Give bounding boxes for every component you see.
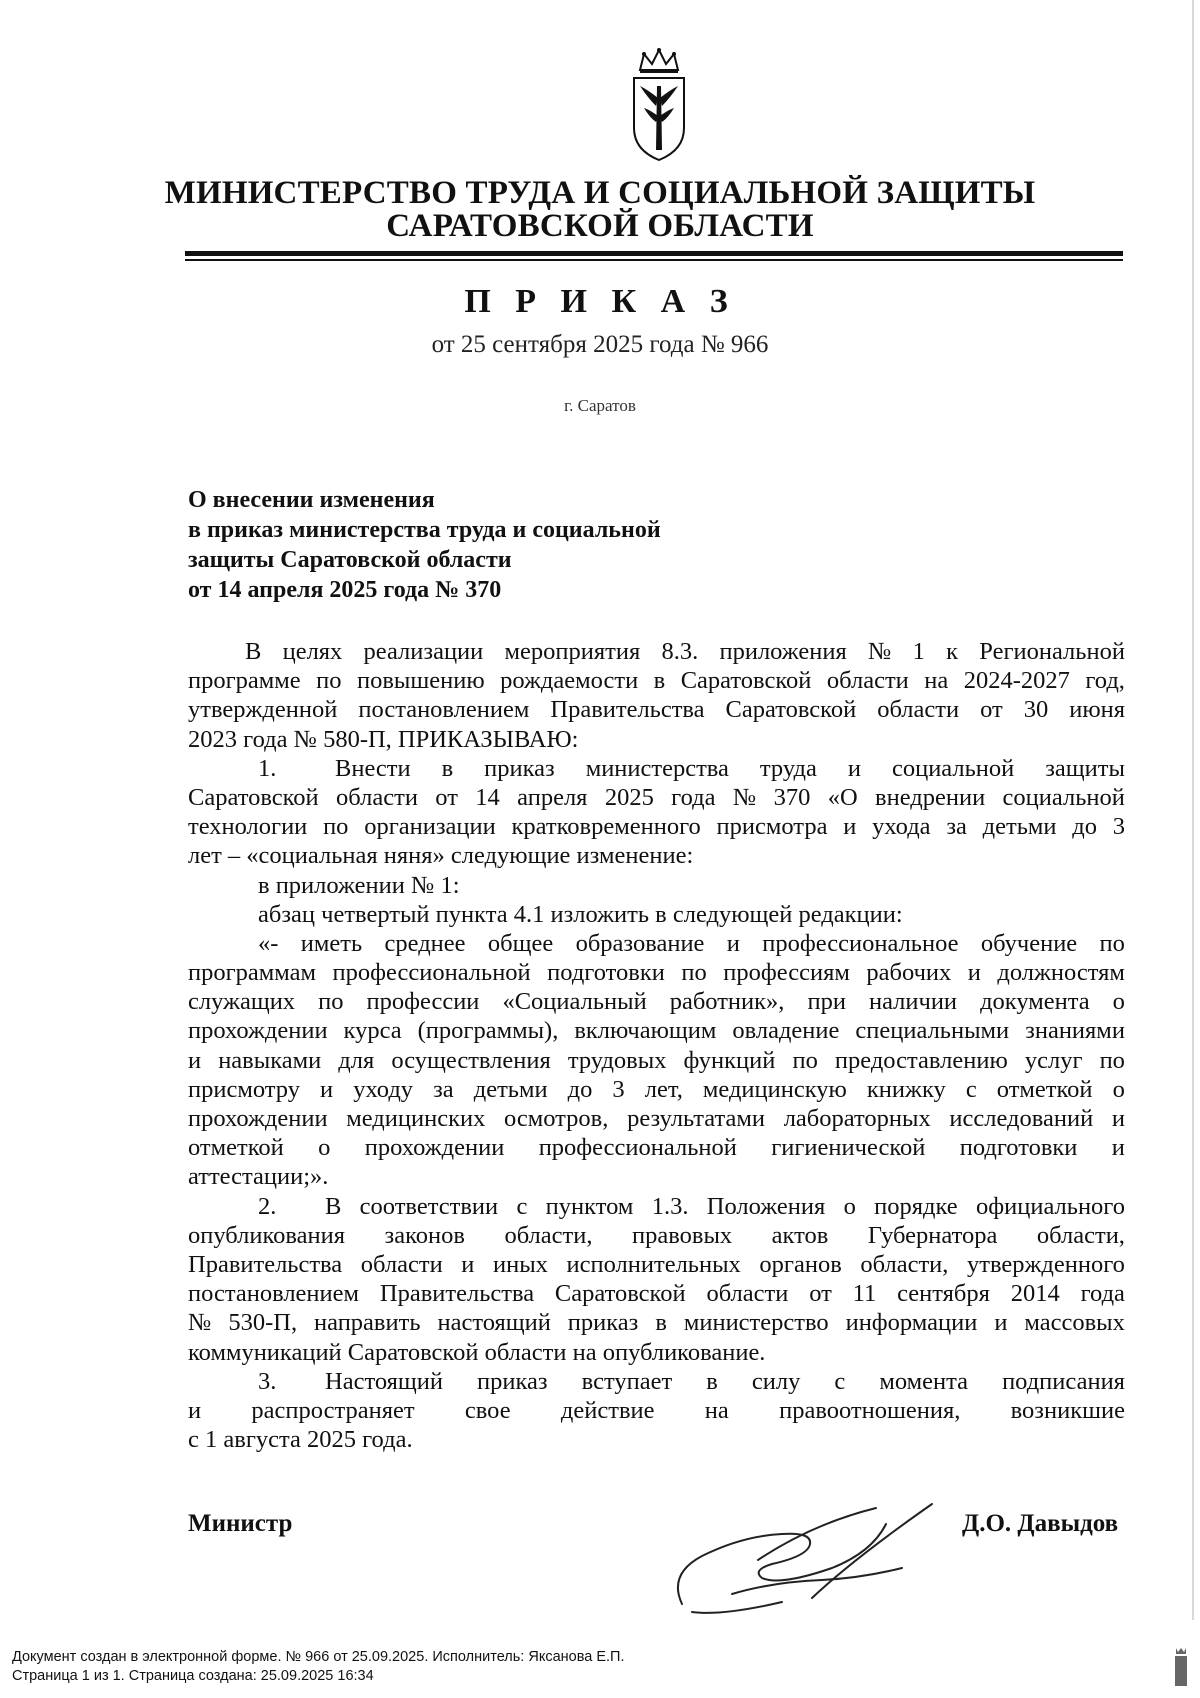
subject-line: в приказ министерства труда и социальной	[188, 517, 661, 543]
item-1-first-line	[188, 754, 1125, 783]
body-line: № 530-П, направить настоящий приказ в министерство информации и массовых	[188, 1309, 1125, 1337]
body-line: абзац четвертый пункта 4.1 изложить в следующей редакции:	[258, 900, 903, 928]
footer-line: Страница 1 из 1. Страница создана: 25.09.2025 16:34	[12, 1668, 374, 1684]
header-rule-thick	[185, 251, 1123, 256]
order-body	[188, 637, 1125, 1454]
body-line: утвержденной постановлением Правительства Саратовской области от 30 июня	[188, 696, 1125, 724]
body-line: и распространяет свое действие на правоотношения, возникшие	[188, 1396, 1125, 1424]
body-line: постановлением Правительства Саратовской области от 11 сентября 2014 года	[188, 1280, 1125, 1308]
header-rule-thin	[185, 259, 1123, 261]
coat-of-arms-icon	[620, 46, 698, 166]
body-line: лет – «социальная няня» следующие изменение:	[188, 842, 694, 870]
order-city: г. Саратов	[564, 396, 636, 415]
signatory-name: Д.О. Давыдов	[962, 1510, 1119, 1537]
quote-line: «- иметь среднее общее образование и профессиональное обучение по	[258, 929, 1125, 957]
subject-line: О внесении изменения	[188, 487, 435, 513]
order-title: П Р И К А З	[464, 283, 736, 320]
quote-line: и навыками для осуществления трудовых функций по предоставлению услуг по	[188, 1046, 1125, 1074]
ministry-name-line-1: МИНИСТЕРСТВО ТРУДА И СОЦИАЛЬНОЙ ЗАЩИТЫ	[164, 175, 1036, 211]
item-3-text: Настоящий приказ вступает в силу с момента подписания	[325, 1367, 1125, 1395]
item-1-text: Внести в приказ министерства труда и социальной защиты	[335, 754, 1125, 782]
document-mark-icon	[1173, 1646, 1189, 1688]
body-line: Правительства области и иных исполнительных органов области, утвержденного	[188, 1250, 1125, 1278]
body-line: В целях реализации мероприятия 8.3. приложения № 1 к Региональной	[245, 638, 1125, 665]
order-subject	[188, 485, 888, 605]
body-line: в приложении № 1:	[258, 871, 460, 899]
document-footer	[12, 1648, 625, 1686]
quote-line: программам профессиональной подготовки по профессиям рабочих и должностям	[188, 959, 1125, 987]
body-line: технологии по организации кратковременного присмотра и ухода за детьми до 3	[188, 813, 1125, 841]
item-2-text: В соответствии с пунктом 1.3. Положения о порядке официального	[325, 1192, 1125, 1220]
body-line: опубликования законов области, правовых актов Губернатора области,	[188, 1221, 1125, 1249]
body-line: с 1 августа 2025 года.	[188, 1426, 413, 1454]
body-line: Саратовской области от 14 апреля 2025 года № 370 «О внедрении социальной	[188, 783, 1125, 811]
item-3-number: 3.	[258, 1367, 277, 1395]
quote-line: отметкой о прохождении профессиональной гигиенической подготовки и	[188, 1134, 1125, 1162]
item-2-number: 2.	[258, 1192, 277, 1220]
signatory-role: Министр	[188, 1510, 293, 1537]
item-3-first-line	[188, 1367, 1125, 1396]
body-line: программе по повышению рождаемости в Саратовской области на 2024-2027 год,	[188, 667, 1125, 695]
body-line: 2023 года № 580-П, ПРИКАЗЫВАЮ:	[188, 725, 579, 753]
quote-line: служащих по профессии «Социальный работник», при наличии документа о	[188, 988, 1125, 1016]
quote-line: аттестации;».	[188, 1163, 329, 1191]
item-1-number: 1.	[258, 754, 277, 782]
subject-line: от 14 апреля 2025 года № 370	[188, 577, 502, 603]
body-line: коммуникаций Саратовской области на опубликование.	[188, 1338, 766, 1366]
quote-line: прохождении курса (программы), включающим овладение специальными знаниями	[188, 1017, 1125, 1045]
subject-line: защиты Саратовской области	[188, 547, 512, 573]
ministry-name-line-2: САРАТОВСКОЙ ОБЛАСТИ	[386, 208, 814, 244]
scan-edge-line	[1192, 0, 1194, 1620]
item-2-first-line	[188, 1192, 1125, 1221]
quote-line: присмотру и уходу за детьми до 3 лет, медицинскую книжку с отметкой о	[188, 1075, 1125, 1103]
handwritten-signature	[662, 1494, 952, 1620]
footer-line: Документ создан в электронной форме. № 966 от 25.09.2025. Исполнитель: Яксанова Е.П.	[12, 1649, 625, 1665]
quote-line: прохождении медицинских осмотров, результатами лабораторных исследований и	[188, 1105, 1125, 1132]
order-date-number: от 25 сентября 2025 года № 966	[431, 331, 769, 358]
